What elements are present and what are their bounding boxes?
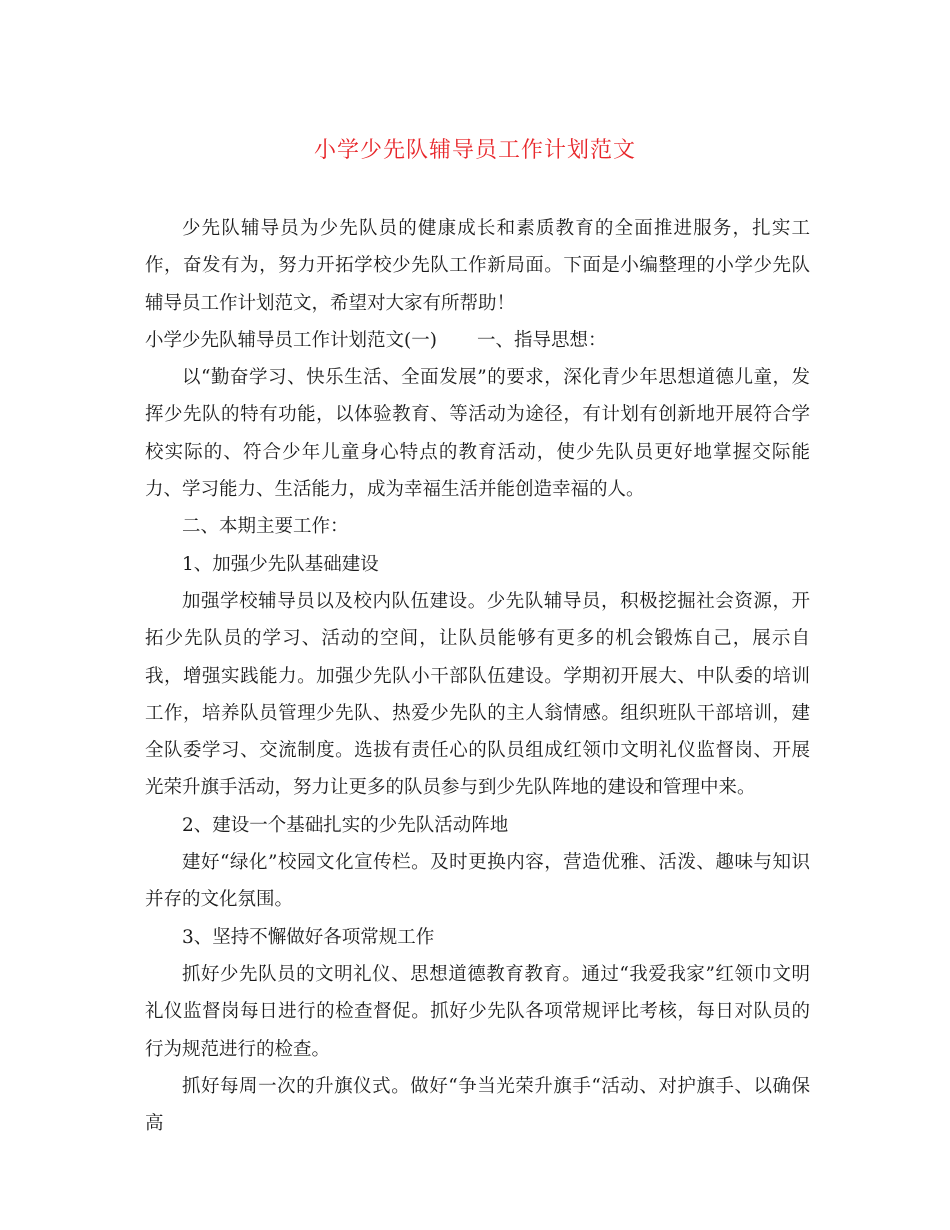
- guiding-thought-paragraph: 以“勤奋学习、快乐生活、全面发展”的要求，深化青少年思想道德儿童，发挥少先队的特有功能，以体验教育、等活动为途径，有计划有创新地开展符合学校实际的、符合少年儿童身心特点的教育活动，使少先队员更好地掌握交际能力、学习能力、生活能力，成为幸福生活并能创造幸福的人。: [145, 367, 810, 501]
- item-3-paragraph: 抓好少先队员的文明礼仪、思想道德教育教育。通过“我爱我家”红领巾文明礼仪监督岗每日进行的检查督促。抓好少先队各项常规评比考核，每日对队员的行为规范进行的检查。: [145, 963, 810, 1060]
- section-heading: 小学少先队辅导员工作计划范文(一): [145, 329, 437, 351]
- section-heading-line: [145, 322, 810, 359]
- main-work-heading: 二、本期主要工作：: [182, 516, 349, 538]
- flag-ceremony-paragraph: 抓好每周一次的升旗仪式。做好“争当光荣升旗手“活动、对护旗手、以确保高: [145, 1075, 810, 1135]
- item-1-heading: 1、加强少先队基础建设: [182, 553, 379, 575]
- item-2-heading: 2、建设一个基础扎实的少先队活动阵地: [182, 814, 509, 836]
- item-2-paragraph: 建好“绿化”校园文化宣传栏。及时更换内容，营造优雅、活泼、趣味与知识并存的文化氛围。: [145, 852, 810, 911]
- document-title: 小学少先队辅导员工作计划范文: [313, 138, 636, 163]
- document-body: [145, 210, 810, 1142]
- item-3-heading: 3、坚持不懈做好各项常规工作: [182, 926, 435, 948]
- item-1-paragraph: 加强学校辅导员以及校内队伍建设。少先队辅导员，积极挖掘社会资源，开拓少先队员的学习、活动的空间，让队员能够有更多的机会锻炼自己，展示自我，增强实践能力。加强少先队小干部队伍建设。学期初开展大、中队委的培训工作，培养队员管理少先队、热爱少先队的主人翁情感。组织班队干部培训，建全队委学习、交流制度。选拔有责任心的队员组成红领巾文明礼仪监督岗、开展光荣升旗手活动，努力让更多的队员参与到少先队阵地的建设和管理中来。: [145, 590, 810, 799]
- section-subheading: 一、指导思想：: [476, 329, 607, 351]
- intro-paragraph: 少先队辅导员为少先队员的健康成长和素质教育的全面推进服务，扎实工作，奋发有为，努力开拓学校少先队工作新局面。下面是小编整理的小学少先队辅导员工作计划范文，希望对大家有所帮助！: [145, 218, 810, 314]
